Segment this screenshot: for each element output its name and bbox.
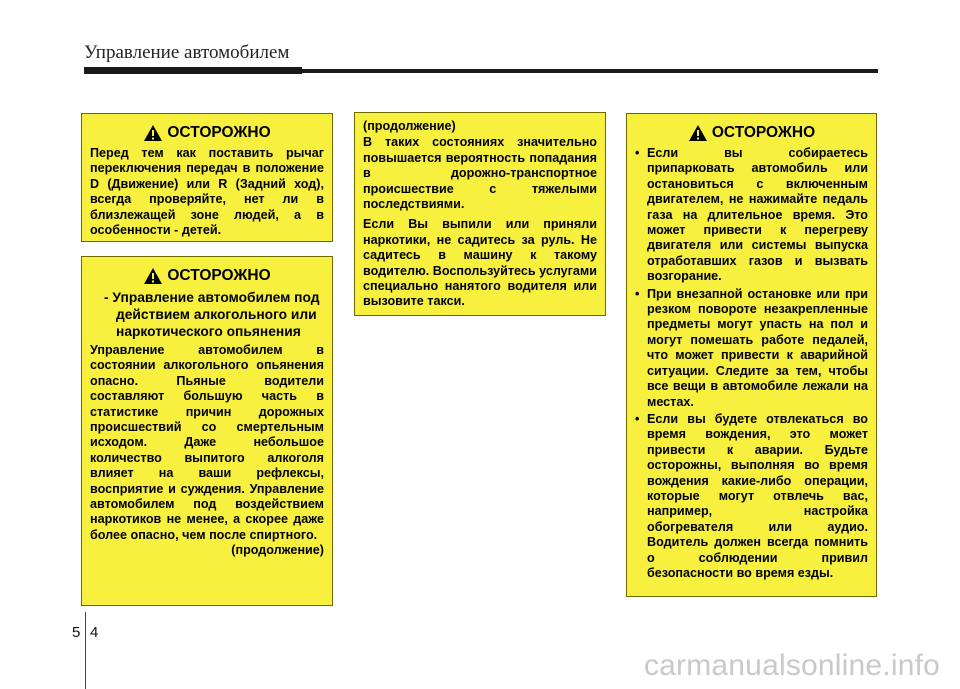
caution-title: ОСТОРОЖНО bbox=[167, 124, 271, 141]
page-divider bbox=[85, 612, 86, 689]
bullet-dot-icon: • bbox=[635, 146, 640, 160]
caution-heading bbox=[90, 124, 324, 142]
continued-label: (продолжение) bbox=[231, 543, 324, 558]
warning-triangle-icon bbox=[143, 267, 163, 285]
caution-box-alcohol bbox=[81, 256, 333, 606]
continued-label: (продолжение) bbox=[363, 119, 456, 133]
caution-title: ОСТОРОЖНО bbox=[711, 124, 816, 141]
caution-box-parking bbox=[626, 113, 877, 597]
page-number-left: 5 bbox=[72, 624, 81, 641]
watermark: carmanualsonline.info bbox=[643, 649, 940, 682]
bullet-text: При внезапной остановке или при резком повороте незакрепленные предметы могут упасть на пол и могут помешать работе педалей, что может привести к аварийной ситуации. Следите за тем, чтобы все вещи в автомобиле лежали на местах. bbox=[647, 286, 868, 409]
bullet-dot-icon: • bbox=[635, 286, 640, 301]
caution-heading bbox=[90, 267, 324, 285]
caution-paragraph-2: Если Вы выпили или приняли наркотики, не садитесь за руль. Не садитесь в машину к такому водителю. Воспользуйтесь услугами специально нанятого водителя или вызовите такси. bbox=[363, 217, 597, 309]
caution-heading bbox=[635, 124, 868, 142]
caution-text: Управление автомобилем в состоянии алкогольного опьянения опасно. Пьяные водители составляют большую часть в статистике причин дорожных происшествий со смертельным исходом. Даже небольшое количество выпитого алкоголя влияет на ваши рефлексы, восприятие и суждения. Управление автомобилем под воздействием наркотиков не менее, а скорее даже более опасно, чем после спиртного. bbox=[90, 343, 324, 542]
caution-paragraph-1: В таких состояниях значительно повышается вероятность попадания в дорожно-транспортное происшествие с тяжелыми последствиями. bbox=[363, 135, 597, 212]
bullet-item bbox=[635, 287, 868, 410]
continued-box-alcohol bbox=[354, 112, 606, 316]
bullet-text: Если вы собираетесь припарковать автомобиль или остановиться с включенным двигателем, не нажимайте педаль газа на длительное время. Это может привести к перегреву двигателя или системы выпуска отработавших газов и вызвать возгорание. bbox=[647, 146, 868, 284]
header-rule-accent bbox=[84, 67, 302, 74]
bullet-text: Если вы будете отвлекаться во время вождения, это может привести к аварии. Будьте осторожны, выполняя во время вождения какие-либо операции, которые могут отвлечь вас, например, настройка обогревателя или аудио. Водитель должен всегда помнить о соблюдении привил безопасности во время езды. bbox=[647, 411, 868, 580]
page-number-right: 4 bbox=[90, 624, 99, 641]
caution-box-gear-shift bbox=[81, 113, 333, 242]
bullet-item bbox=[635, 412, 868, 581]
caution-text: Перед тем как поставить рычаг переключения передач в положение D (Движение) или R (Задний ход), всегда проверяйте, нет ли в близлежащей зоне людей, а в особенности - детей. bbox=[90, 146, 324, 238]
warning-triangle-icon bbox=[143, 124, 163, 142]
warning-triangle-icon bbox=[688, 124, 708, 142]
bullet-item bbox=[635, 146, 868, 285]
caution-subtitle: - Управление автомобилем под действием алкогольного или наркотического опьянения bbox=[104, 290, 320, 339]
page-header-title: Управление автомобилем bbox=[84, 42, 290, 63]
bullet-dot-icon: • bbox=[635, 411, 640, 426]
caution-title: ОСТОРОЖНО bbox=[167, 267, 271, 284]
